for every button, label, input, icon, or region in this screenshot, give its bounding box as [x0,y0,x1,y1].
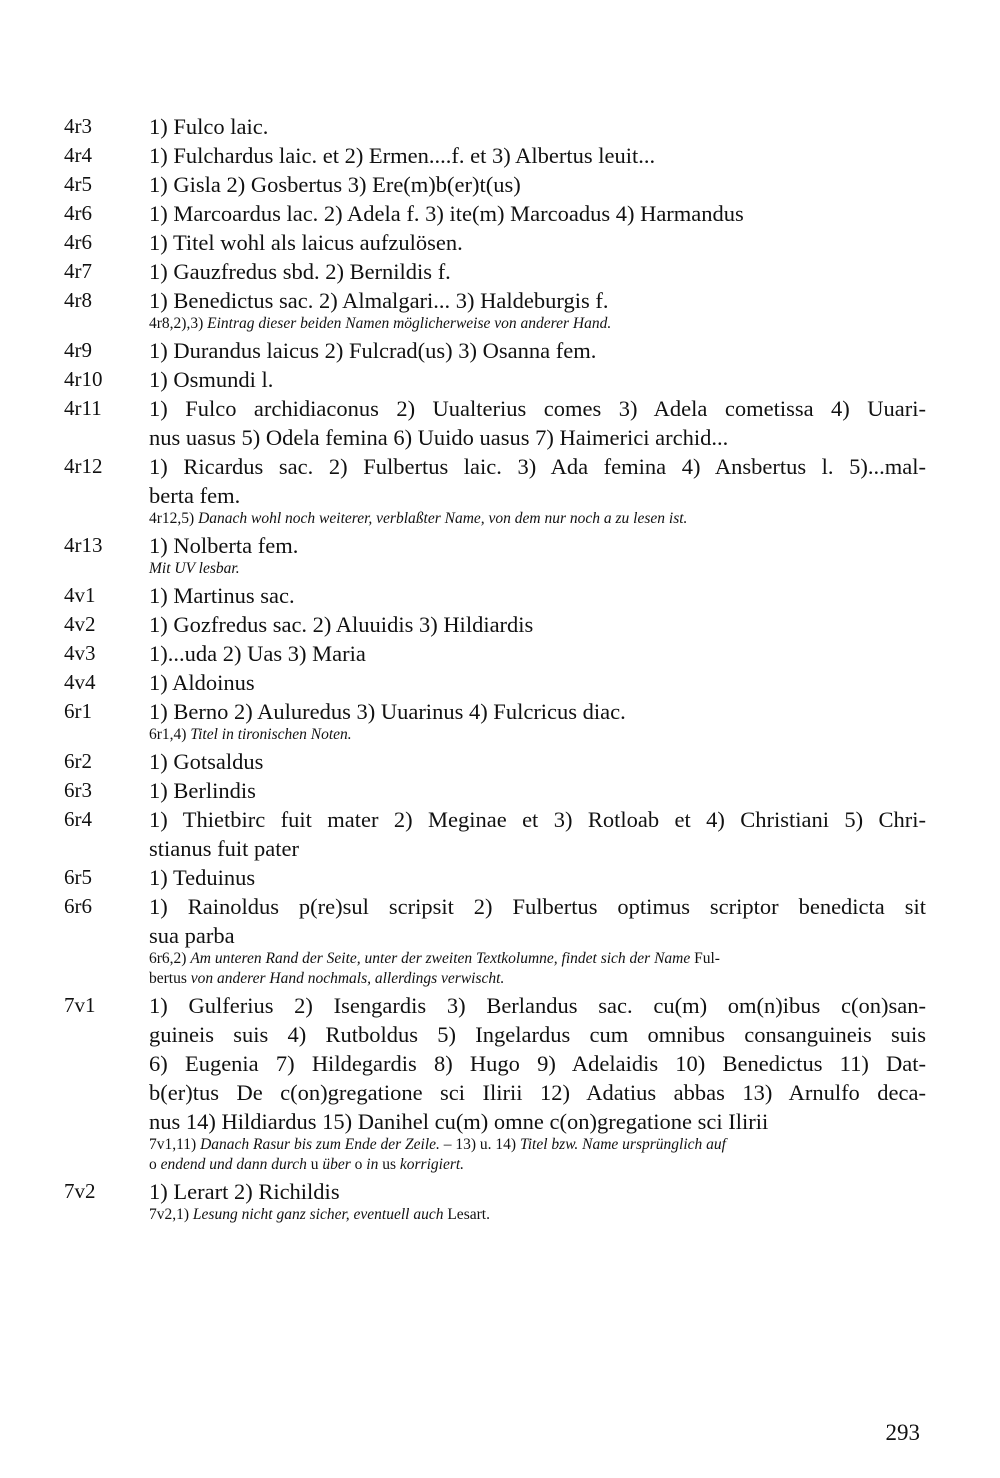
entry-text-line: 1) Gozfredus sac. 2) Aluuidis 3) Hildiardis [149,612,534,637]
entry [64,394,926,452]
entry-text-line: 1) Thietbirc fuit mater 2) Meginae et 3) Rotloab et 4) Christiani 5) Chri- [149,807,926,832]
entry-body [149,228,926,257]
entry-text-line: 1) Rainoldus p(re)sul scripsit 2) Fulbertus optimus scriptor benedicta sit [149,894,926,919]
entry-body [149,170,926,199]
entry-text-line: 1) Berno 2) Auluredus 3) Uuarinus 4) Fulcricus diac. [149,699,626,724]
entry-body [149,805,926,863]
entry-body [149,639,926,668]
entry-text-line: 1)...uda 2) Uas 3) Maria [149,641,366,666]
entry-body [149,286,926,336]
entry-siglum: 4r12 [64,454,103,478]
entry [64,747,926,776]
entry-siglum: 4v4 [64,670,96,694]
entry-text-line: b(er)tus De c(on)gregatione sci Ilirii 12) Adatius abbas 13) Arnulfo deca- [149,1080,926,1105]
entry-siglum: 7v2 [64,1179,96,1203]
entry [64,1177,926,1227]
entry-text-line: stianus fuit pater [149,836,299,861]
entry-body [149,141,926,170]
footnote-italic-text: in [366,1156,383,1173]
entry-text-line: sua parba [149,923,235,948]
entry-text-line: 1) Titel wohl als laicus aufzulösen. [149,230,463,255]
entry [64,286,926,336]
entry [64,581,926,610]
entry-text-line: 1) Marcoardus lac. 2) Adela f. 3) ite(m) Marcoadus 4) Harmandus [149,201,744,226]
entry-body [149,747,926,776]
entry-siglum: 4r6 [64,201,92,225]
footnote-roman-text: 7v2,1) [149,1206,193,1223]
entry-siglum: 4r4 [64,143,92,167]
entry-text-line: 1) Fulco laic. [149,114,269,139]
entry [64,639,926,668]
entry-siglum: 6r6 [64,894,92,918]
entry-text-line: nus uasus 5) Odela femina 6) Uuido uasus 7) Haimerici archid... [149,425,729,450]
footnote-roman-text: Ful- [694,950,720,967]
footnote-roman-text: 6r6,2) [149,950,191,967]
entry-body [149,697,926,747]
entry-text-line: 1) Durandus laicus 2) Fulcrad(us) 3) Osanna fem. [149,338,597,363]
entry-text-line: 1) Berlindis [149,778,256,803]
footnote-roman-text: u [310,1156,323,1173]
entry [64,365,926,394]
entry-body [149,394,926,452]
footnote-roman-text: – 13) u. 14) [439,1136,520,1153]
footnote-italic-text: korrigiert. [399,1156,465,1173]
entry-text-line: 1) Lerart 2) Richildis [149,1179,340,1204]
entry-siglum: 4v2 [64,612,96,636]
footnote-roman-text: 7v1,11) [149,1136,201,1153]
entry-body [149,365,926,394]
footnote-italic-text: Danach wohl noch weiterer, verblaßter Name, von dem nur noch a zu lesen ist. [198,510,688,527]
footnote-italic-text: Titel bzw. Name ursprünglich auf [519,1136,726,1153]
entry [64,776,926,805]
entry-text-line: 1) Teduinus [149,865,256,890]
entry-text-line: 6) Eugenia 7) Hildegardis 8) Hugo 9) Adelaidis 10) Benedictus 11) Dat- [149,1051,926,1076]
footnote-italic-text: Titel in tironischen Noten. [190,726,352,743]
entry-text-line: 1) Martinus sac. [149,583,295,608]
entry-body [149,668,926,697]
footnote-italic-text: Lesung nicht ganz sicher, eventuell auch [192,1206,448,1223]
entry-body [149,531,926,581]
entry-siglum: 4r7 [64,259,92,283]
footnote-roman-text: o [354,1156,367,1173]
entry [64,141,926,170]
entry-body [149,610,926,639]
entry-body [149,581,926,610]
entry-footnote [149,1135,926,1175]
entry-siglum: 4r3 [64,114,92,138]
entry-footnote [149,1205,926,1225]
entry [64,452,926,531]
entry [64,863,926,892]
entry-text-line: 1) Gulferius 2) Isengardis 3) Berlandus sac. cu(m) om(n)ibus c(on)san- [149,993,926,1018]
footnote-roman-text: 4r8,2),3) [149,315,208,332]
entry-siglum: 6r3 [64,778,92,802]
entry-siglum: 4r9 [64,338,92,362]
entry-body [149,1177,926,1227]
entry-siglum: 6r5 [64,865,92,889]
footnote-italic-text: Danach Rasur bis zum Ende der Zeile. [200,1136,440,1153]
footnote-roman-text: Lesart. [447,1206,490,1223]
entry [64,668,926,697]
page-number: 293 [885,1420,920,1445]
footnote-italic-text: Mit UV lesbar. [149,560,240,577]
entry-body [149,991,926,1177]
entry-body [149,892,926,991]
entry-siglum: 4r8 [64,288,92,312]
entry-siglum: 6r4 [64,807,92,831]
footnote-italic-text: über [322,1156,355,1173]
entry-body [149,776,926,805]
entry [64,170,926,199]
entry [64,112,926,141]
entry-text-line: 1) Gauzfredus sbd. 2) Bernildis f. [149,259,451,284]
footnote-italic-text: endend und dann durch [160,1156,311,1173]
entry-text-line: guineis suis 4) Rutboldus 5) Ingelardus cum omnibus consanguineis suis [149,1022,926,1047]
footnote-roman-text: bertus [149,970,191,987]
entry-text-line: 1) Ricardus sac. 2) Fulbertus laic. 3) Ada femina 4) Ansbertus l. 5)...mal- [149,454,926,479]
entry-text-line: berta fem. [149,483,241,508]
entry-footnote [149,559,926,579]
entry [64,531,926,581]
footnote-italic-text: Eintrag dieser beiden Namen möglicherweise von anderer Hand. [207,315,612,332]
entry-list [64,112,926,1227]
entry-footnote [149,509,926,529]
footnote-roman-text: 6r1,4) [149,726,191,743]
entry-body [149,863,926,892]
entry-text-line: 1) Gisla 2) Gosbertus 3) Ere(m)b(er)t(us) [149,172,521,197]
entry-text-line: 1) Benedictus sac. 2) Almalgari... 3) Haldeburgis f. [149,288,609,313]
entry-text-line: 1) Fulco archidiaconus 2) Uualterius comes 3) Adela cometissa 4) Uuari- [149,396,926,421]
entry-siglum: 4r5 [64,172,92,196]
entry-siglum: 4r11 [64,396,102,420]
entry [64,257,926,286]
entry-text-line: 1) Fulchardus laic. et 2) Ermen....f. et 3) Albertus leuit... [149,143,656,168]
footnote-roman-text: us [382,1156,400,1173]
entry-text-line: 1) Osmundi l. [149,367,274,392]
entry [64,610,926,639]
entry-siglum: 4r10 [64,367,103,391]
footnote-roman-text: o [149,1156,161,1173]
entry-body [149,336,926,365]
entry-footnote [149,314,926,334]
footnote-roman-text: 4r12,5) [149,510,199,527]
entry-body [149,257,926,286]
entry-siglum: 6r2 [64,749,92,773]
entry-body [149,112,926,141]
entry-body [149,199,926,228]
entry-body [149,452,926,531]
footnote-italic-text: von anderer Hand nochmals, allerdings verwischt. [190,970,505,987]
entry-siglum: 4r6 [64,230,92,254]
entry-siglum: 4v1 [64,583,96,607]
entry [64,336,926,365]
footnote-italic-text: Am unteren Rand der Seite, unter der zweiten Textkolumne, findet sich der Name [190,950,695,967]
entry-siglum: 7v1 [64,993,96,1017]
entry-siglum: 4r13 [64,533,103,557]
entry-footnote [149,725,926,745]
entry-footnote [149,949,926,989]
entry [64,805,926,863]
entry-text-line: nus 14) Hildiardus 15) Danihel cu(m) omne c(on)gregatione sci Ilirii [149,1109,769,1134]
entry-siglum: 6r1 [64,699,92,723]
entry-siglum: 4v3 [64,641,96,665]
entry [64,199,926,228]
entry [64,697,926,747]
entry [64,892,926,991]
entry-text-line: 1) Gotsaldus [149,749,264,774]
entry-text-line: 1) Aldoinus [149,670,255,695]
entry [64,991,926,1177]
entry-text-line: 1) Nolberta fem. [149,533,299,558]
entry [64,228,926,257]
